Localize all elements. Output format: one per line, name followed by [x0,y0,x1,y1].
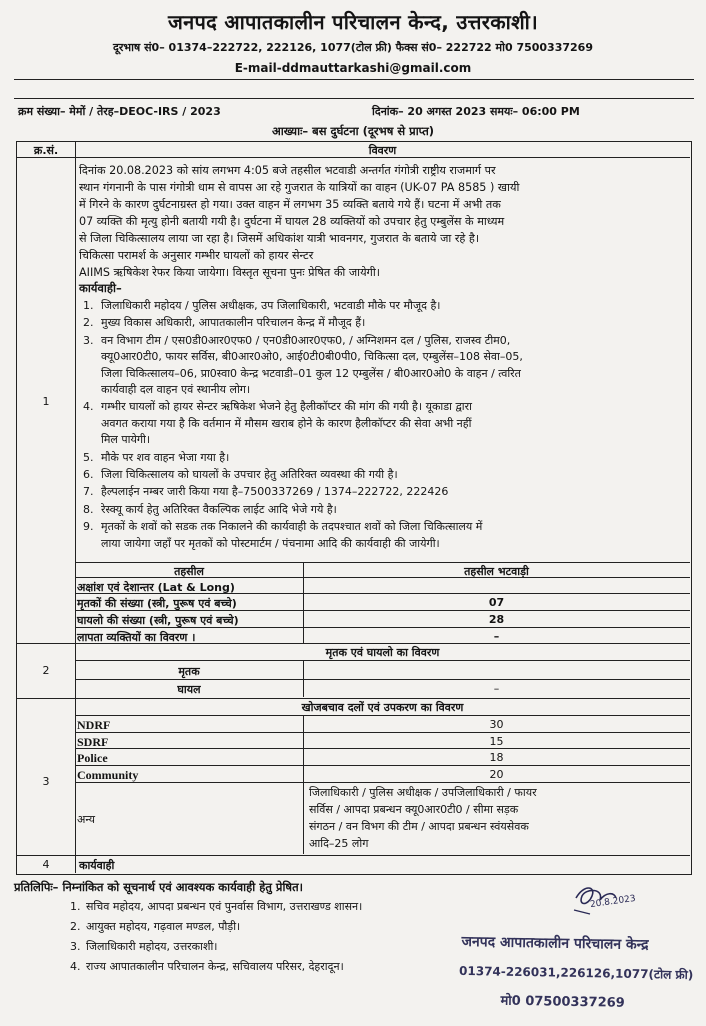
rescue-team-label: SDRF [77,735,109,749]
action-text: अवगत कराया गया है कि वर्तमान में मौसम खराब होने के कारण हैलीकॉप्टर की सेवा अभी नहीं [101,416,472,430]
other-details [309,784,683,852]
section-4-label: कार्यवाही [79,859,115,872]
copy-to-text: आयुक्त महोदय, गढ़वाल मण्डल, पौड़ी। [86,920,241,933]
copy-to-item [70,917,362,937]
action-text: मुख्य विकास अधिकारी, आपातकालीन परिचालन केन्द्र में मौजूद हैं। [101,316,366,330]
stamp-office-line: जनपद आपातकालीन परिचालन केन्द्र [461,933,649,954]
action-item [79,502,683,518]
action-text: गम्भीर घायलों को हायर सेन्टर ऋषिकेश भेजने हेतु हैलीकॉप्टर की मांग की गयी है। यूकाडा द्वारा [101,400,472,414]
section-1-number: 1 [42,395,50,408]
row-line [75,715,690,716]
tehsil-value: तहसील भटवाड़ी [464,565,529,578]
summary-label: लापता व्यक्तियों का विवरण । [77,631,196,644]
section-3-number: 3 [42,775,50,788]
deceased-label: मृतक [178,665,200,678]
office-stamp [454,928,706,1026]
header-rule-2 [14,98,694,99]
action-item [79,333,683,399]
action-number: 9. [83,520,94,534]
sno-header: क्र.सं. [33,144,59,157]
summary-value: – [493,630,500,643]
details-header: विवरण [368,144,397,157]
copy-to-number: 1. [70,900,81,913]
incident-paragraph [79,162,683,281]
action-text: लाया जायेगा जहाँ पर मृतकों को पोस्टमार्टम / पंचनामा आदि की कार्यवाही की जायेगी। [101,536,440,550]
action-item [79,298,683,314]
contact-line: दूरभाष सं0– 01374–222722, 222126, 1077(टोल फ्री) फैक्स सं0– 222722 मो0 7500337269 [113,41,593,54]
summary-value: 07 [488,596,505,609]
action-item [79,467,683,483]
summary-top-line [75,562,690,563]
section-4-number: 4 [42,858,50,871]
section-2-number: 2 [42,664,50,677]
other-detail-line: संगठन / वन विभग की टीम / आपदा प्रबन्धन स्वंयसेवक [309,820,529,833]
injured-label: घायल [177,683,201,696]
signature-date: 20.8.2023 [589,893,637,911]
header-rule [14,79,694,80]
copy-to-item [70,957,362,977]
section-3-title: खोजबचाव दलों एवं उपकरण का विवरण [301,701,464,714]
email-line: E-mail-ddmauttarkashi@gmail.com [234,61,472,75]
paragraph-line: चिकित्सा परामर्श के अनुसार गम्भीर घायलों को हायर सेन्टर [79,249,314,262]
stamp-mobile-line: मो0 07500337269 [500,993,625,1011]
actions-heading: कार्यवाही– [79,281,122,295]
action-text: मिल पायेगी। [101,433,151,447]
action-text: मृतकों के शवों को सडक तक निकालने की कार्यवाही के तदपश्चात शवों को जिला चिकित्सालय में [101,520,483,534]
action-text: जिला चिकित्सालय–06, प्रा0स्वा0 केन्द्र भटवाडी–01 कुल 12 एम्बुलेंस / बी0आर0ओ0 के वाहन / त्वरित [101,366,521,380]
row-line [75,679,690,680]
summary-label: अक्षांश एवं देशान्तर (Lat & Long) [77,581,235,594]
action-number: 1. [83,299,94,312]
other-detail-line: सर्विस / आपदा प्रबन्धन क्यू0आर0टी0 / सीमा सड़क [309,803,519,816]
action-number: 2. [83,316,94,330]
copy-to-number: 3. [70,940,81,953]
memo-number: क्रम संख्या– मेमों / तेरह–DEOC-IRS / 2023 [18,105,221,118]
actions-list [79,298,683,553]
section-2-title: मृतक एवं घायलो का विवरण [325,646,440,659]
report-subject: आख्याः– बस दुर्घटना (दूरभष से प्राप्त) [271,124,435,138]
copy-to-number: 2. [70,920,81,933]
summary-label: घायलो की संख्या (स्त्री, पुरूष एवं बच्चे) [77,614,239,627]
action-text: कार्यवाही दल वाहन एवं स्थानीय लोग। [101,383,251,397]
rescue-team-label: Community [77,768,139,782]
other-label: अन्य [77,813,96,826]
tehsil-header: तहसील [174,565,204,578]
stamp-phone-line: 01374-226031,226126,1077(टोल फ्री) [458,963,694,982]
copy-to-number: 4. [70,960,81,973]
action-text: जिला चिकित्सालय को घायलों के उपचार हेतु अतिरिक्त व्यवस्था की गयी है। [101,468,398,482]
action-text: वन विभाग टीम / एस0डी0आर0एफ0 / एन0डी0आर0एफ0, / अग्निशमन दल / पुलिस, राजस्व टीम0, [101,333,511,347]
action-text: जिलाधिकारी महोदय / पुलिस अधीक्षक, उप जिलाधिकारी, भटवाडी मौके पर मौजूद है। [101,299,441,312]
rescue-team-count: 20 [489,768,504,781]
action-item [79,519,683,552]
summary-label: मृतकों की संख्या (स्त्री, पुरूष एवं बच्चे) [77,597,237,610]
rescue-team-count: 15 [489,735,504,748]
action-number: 3. [83,333,94,347]
action-number: 5. [83,450,94,464]
section-line [17,855,690,856]
col-divider [75,142,76,873]
action-number: 6. [83,468,94,482]
paragraph-line: दिनांक 20.08.2023 को सांय लगभग 4:05 बजे तहसील भटवाडी अन्तर्गत गंगोत्री राष्ट्रीय राजमार्ग पर [79,164,496,177]
other-detail-line: आदि–25 लोग [309,837,369,850]
action-text: क्यू0आर0टी0, फायर सर्विस, बी0आर0ओ0, आई0टी0बी0पी0, चिकित्सा दल, एम्बुलेंस–108 सेवा–05, [101,350,523,364]
action-item [79,315,683,331]
paragraph-line: में गिरने के कारण दुर्घटनाग्रस्त हो गया। उक्त वाहन में लगभग 35 व्यक्ति बताये गये हैं। घटना में अभी तक [79,198,501,211]
paragraph-line: स्थान गंगनानी के पास गंगोत्री धाम से वापस आ रहे गुजरात के यात्रियों का वाहन (UK-07 PA 8585 ) खायी [79,181,520,194]
action-text: रेस्क्यू कार्य हेतु अतिरिक्त वैकल्पिक लाईट आदि भेजे गये है। [101,502,337,516]
rescue-team-count: 18 [489,751,504,764]
other-detail-line: जिलाधिकारी / पुलिस अधीक्षक / उपजिलाधिकारी / फायर [309,786,537,799]
row-line [75,660,690,661]
rescue-team-label: Police [77,751,108,765]
action-number: 7. [83,485,94,499]
action-number: 8. [83,502,94,516]
report-table [16,141,692,875]
copy-to-list [70,897,362,977]
action-text: हैल्पलाईन नम्बर जारी किया गया है–7500337269 / 1374–222722, 222426 [101,485,449,499]
copy-to-text: सचिव महोदय, आपदा प्रबन्धन एवं पुनर्वास विभाग, उत्तराखण्ड शासन। [86,900,363,913]
injured-value: – [493,682,500,695]
copy-to-item [70,937,362,957]
action-number: 4. [83,400,94,414]
office-title: जनपद आपातकालीन परिचालन केन्द, उत्तरकाशी। [167,10,539,34]
paragraph-line: से जिला चिकित्सालय लाया जा रहा है। जिसमें अधिकांश यात्री भावनगर, गुजरात के बताये जा रहे है। [79,232,480,245]
copy-to-heading: प्रतिलिपिः– निम्नांकित को सूचनार्थ एवं आवश्यक कार्यवाही हेतु प्रेषित। [14,880,303,894]
paragraph-line: AIIMS ऋषिकेश रेफर किया जायेगा। विस्तृत सूचना पुनः प्रेषित की जायेगी। [79,266,380,279]
paragraph-line: 07 व्यक्ति की मृत्यु होनी बतायी गयी है। दुर्घटना में घायल 28 व्यक्तियों को उपचार हेतु एम्बुलेंस के माध्यम [79,215,505,228]
rescue-team-label: NDRF [77,718,111,732]
copy-to-item [70,897,362,917]
section-line [17,698,690,699]
copy-to-text: जिलाधिकारी महोदय, उत्तरकाशी। [86,940,218,953]
date-time: दिनांक– 20 अगस्त 2023 समयः– 06:00 PM [372,105,580,118]
action-item [79,450,683,466]
action-item [79,399,683,448]
rescue-team-count: 30 [489,718,504,731]
action-text: मौके पर शव वाहन भेजा गया है। [101,450,230,464]
action-item [79,484,683,500]
summary-value: 28 [488,613,505,626]
copy-to-text: राज्य आपातकालीन परिचालन केन्द्र, सचिवालय परिसर, देहरादून। [86,960,344,973]
